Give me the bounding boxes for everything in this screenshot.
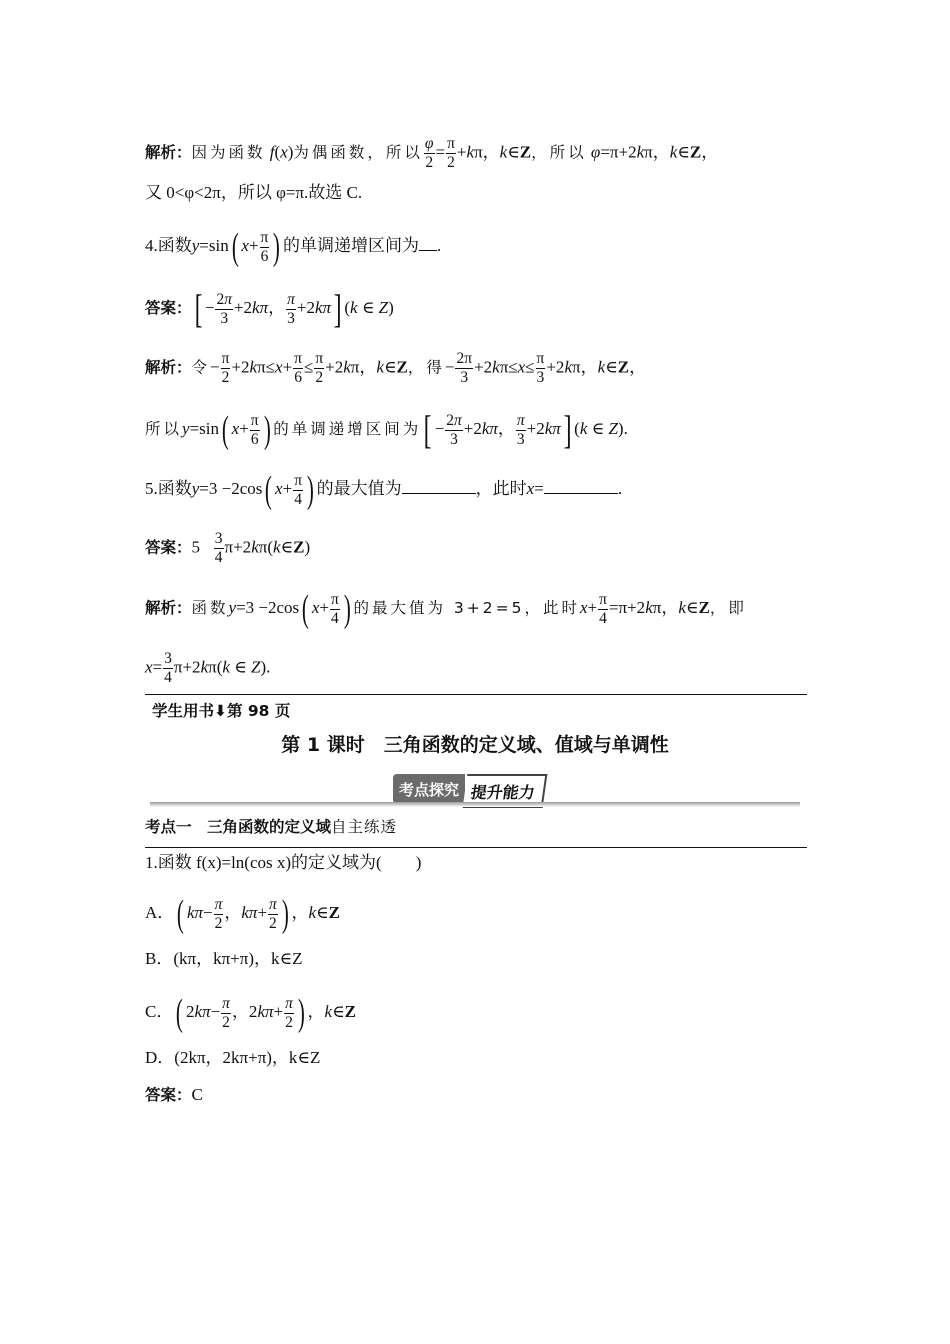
topic-title: 考点一 三角函数的定义域 <box>145 818 332 836</box>
answer-1: 答案：C <box>145 1085 203 1104</box>
question-4: 4.函数y=sin( x+ $\frac{\pi}{6}$ ) 的单调递增区间为 . <box>145 226 442 268</box>
analysis-line-1: 解析：因为函数 f(x)为偶函数，所以 $\frac{\varphi}{2}$ = $\frac{\pi}{2}$ +kπ，k∈Z，所以 φ=π+2kπ，k∈Z， <box>145 135 719 171</box>
option-d: D．(2kπ，2kπ+π)，k∈Z <box>145 1048 321 1067</box>
topic-divider <box>145 847 807 848</box>
divider <box>145 694 807 695</box>
analysis-5-line-2: x= $\frac{3}{4}$ π+2kπ(k ∈ Z). <box>145 650 271 686</box>
analysis-4-line-2: 所以y=sin( x+ $\frac{\pi}{6}$ ) 的单调递增区间为[ − $\frac{2\pi}{3}$ +2kπ， $\frac{\pi}{3}$ +2kπ] (k ∈ Z). <box>145 407 628 452</box>
badge-right: 提升能力 <box>463 774 548 808</box>
badge-underline <box>150 802 800 807</box>
answer-4: 答案：[ − $\frac{2\pi}{3}$ +2kπ， $\frac{\pi}{3}$ +2kπ] (k ∈ Z) <box>145 286 394 331</box>
option-b: B．(kπ，kπ+π)，k∈Z <box>145 949 303 968</box>
option-c: C．( 2kπ− $\frac{\pi}{2}$ ，2kπ+ $\frac{\pi}{2}$ ) ，k∈Z <box>145 992 357 1034</box>
topic-heading <box>145 815 807 839</box>
analysis-label: 解析： <box>145 143 192 162</box>
analysis-line-2: 又 0<φ<2π，所以 φ=π.故选 C. <box>145 183 363 202</box>
question-5: 5.函数y=3 −2cos( x+ $\frac{\pi}{4}$ ) 的最大值为 ，此时x= . <box>145 469 623 511</box>
answer-5: 答案：5 $\frac{3}{4}$ π+2kπ(k∈Z) <box>145 530 311 566</box>
analysis-4-line-1: 解析：令− $\frac{\pi}{2}$ +2kπ≤x+ $\frac{\pi}{6}$ ≤ $\frac{\pi}{2}$ +2kπ，k∈Z，得− $\frac{2\pi}{3}$ +2kπ≤x≤ $\frac{\pi}{3}$ +2kπ，k∈Z， <box>145 350 647 386</box>
section-badge <box>393 774 545 804</box>
lesson-title: 第 1 课时 三角函数的定义域、值域与单调性 <box>281 734 669 756</box>
analysis-5-line-1: 解析：函数y=3 −2cos( x+ $\frac{\pi}{4}$ ) 的最大值为 3+2=5，此时x+ $\frac{\pi}{4}$ =π+2kπ，k∈Z，即 <box>145 588 747 630</box>
question-1-stem: 1.函数 f(x)=ln(cos x)的定义域为( ) <box>145 853 422 872</box>
option-a: A．( kπ− $\frac{\pi}{2}$ ，kπ+ $\frac{\pi}{2}$ ) ，k∈Z <box>145 893 340 935</box>
topic-tag: 自主练透 <box>331 818 398 836</box>
book-page-ref: 学生用书⬇第 98 页 <box>152 702 291 720</box>
badge-left: 考点探究 <box>393 774 465 804</box>
